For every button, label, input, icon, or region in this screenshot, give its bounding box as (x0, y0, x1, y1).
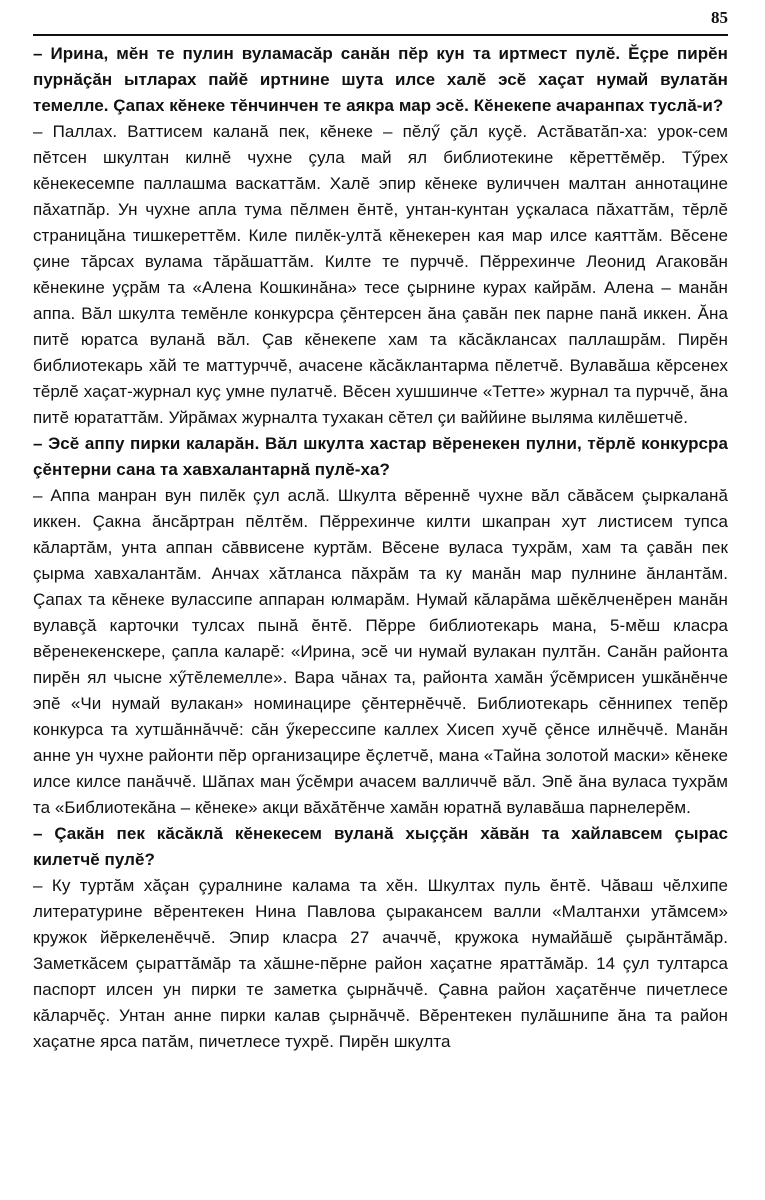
page-body (33, 41, 728, 1055)
page-number: 85 (711, 8, 728, 27)
interview-question: – Ирина, мĕн те пулин вуламасăр санăн пĕр кун та иртмест пулĕ. Ĕçре пирĕн пурнăçăн ытларах пайĕ иртнине шута илсе халĕ эсĕ хаçат нумай вулатăн темелле. Çапах кĕнеке тĕнчинчен те аякра мар эсĕ. Кĕнекепе ачаранпах туслă-и? (33, 44, 728, 115)
interview-answer: – Аппа манран вун пилĕк çул аслă. Шкулта вĕреннĕ чухне вăл сăвăсем çыркаланă иккен. Çакна ăнсăртран пĕлтĕм. Пĕррехинче килти шкапран хут листисем тупса кăлартăм, унта аппан сăввисене куртăм. Вĕсене вуласа тухрăм, хам та çавăн пек çырма хавхалантăм. Анчах хăтланса пăхрăм та ку манăн мар пулнине ăнлантăм. Çапах та кĕнеке вулассипе аппаран юлмарăм. Нумай кăларăма шĕкĕлченĕрен манăн вулавçă карточки тулсах пынă ĕнтĕ. Пĕрре библиотекарь мана, 5-мĕш класра вĕренекенскере, çапла каларĕ: «Ирина, эсĕ чи нумай вулакан пултăн. Санăн районта пирĕн ял чысне хӳтĕлемелле». Вара чăнах та, районта хамăн ӳсĕмрисен ушкăнĕнче эпĕ «Чи нумай вулакан» номинацире çĕнтернĕччĕ. Библиотекарь сĕннипех тепĕр конкурса та хутшăннăччĕ: сăн ӳкерессипе каллех Хисеп хучĕ çĕнсе илнĕччĕ. Манăн анне ун чухне районти пĕр организацире ĕçлетчĕ, мана «Тайна золотой маски» кĕнеке илсе килсе панăччĕ. Шăпах ман ӳсĕмри ачасем валличчĕ вăл. Эпĕ ăна вуласа тухрăм та «Библиотекăна – кĕнеке» акци вăхăтĕнче хамăн юратнă вулавăша парнелерĕм. (33, 486, 728, 817)
interview-question: – Çакăн пек кăсăклă кĕнекесем вуланă хыççăн хăвăн та хайлавсем çырас килетчĕ пулĕ? (33, 824, 728, 869)
header-rule (33, 34, 728, 36)
interview-answer: – Ку туртăм хăçан çуралнине калама та хĕн. Шкултах пуль ĕнтĕ. Чăваш чĕлхипе литературине вĕрентекен Нина Павлова çыракансем валли «Малтанхи утăмсем» кружок йĕркеленĕччĕ. Эпир класра 27 ачаччĕ, кружока нумайăшĕ çырăнтăмăр. Заметкăсем çыраттăмăр та хăшне-пĕрне район хаçатне яраттăмăр. 14 çул тултарса паспорт илсен ун пирки те заметка çырнăччĕ. Çавна район хаçатĕнче пичетлесе кăларчĕç. Унтан анне пирки калав çырнăччĕ. Вĕрентекен пулăшнипе ăна та район хаçатне ярса патăм, пичетлесе тухрĕ. Пирĕн шкулта (33, 876, 728, 1051)
interview-question: – Эсĕ аппу пирки каларăн. Вăл шкулта хастар вĕренекен пулни, тĕрлĕ конкурсра çĕнтерни сана та хавхалантарнă пулĕ-ха? (33, 434, 728, 479)
interview-answer: – Паллах. Ваттисем каланă пек, кĕнеке – пĕлӳ çăл куçĕ. Астăватăп-ха: урок-сем пĕтсен шкултан килнĕ чухне çула май ял библиотекине кĕреттĕмĕр. Тӳрех кĕнекесемпе паллашма васкаттăм. Халĕ эпир кĕнеке вуличчен малтан аннотацине пăхатпăр. Ун чухне апла тума пĕлмен ĕнтĕ, унтан-кунтан уçкаласа пăхаттăм, тĕрлĕ страницăна тишкереттĕм. Киле пилĕк-ултă кĕнекерен кая мар илсе каяттăм. Вĕсене çине тăрсах вулама тăрăшаттăм. Килте те пурччĕ. Пĕррехинче Леонид Агаковăн кĕнекине уçрăм та «Алена Кошкинăна» тесе çырнине курах кайрăм. Алена – манăн аппа. Вăл шкулта темĕнле конкурсра çĕнтерсен ăна çавăн пек парне панă иккен. Ăна питĕ юратса вуланă вăл. Çав кĕнекепе хам та кăсăклансах паллашрăм. Пирĕн библиотекарь хăй те маттурччĕ, ачасене кăсăклантарма пĕлетчĕ. Вулавăша кĕрсенех тĕрлĕ хаçат-журнал куç умне пулатчĕ. Вĕсен хушшинче «Тетте» журнал та пурччĕ, ăна питĕ юрататтăм. Уйрăмах журналта тухакан сĕтел çи ваййине выляма килĕшетчĕ. (33, 122, 728, 427)
